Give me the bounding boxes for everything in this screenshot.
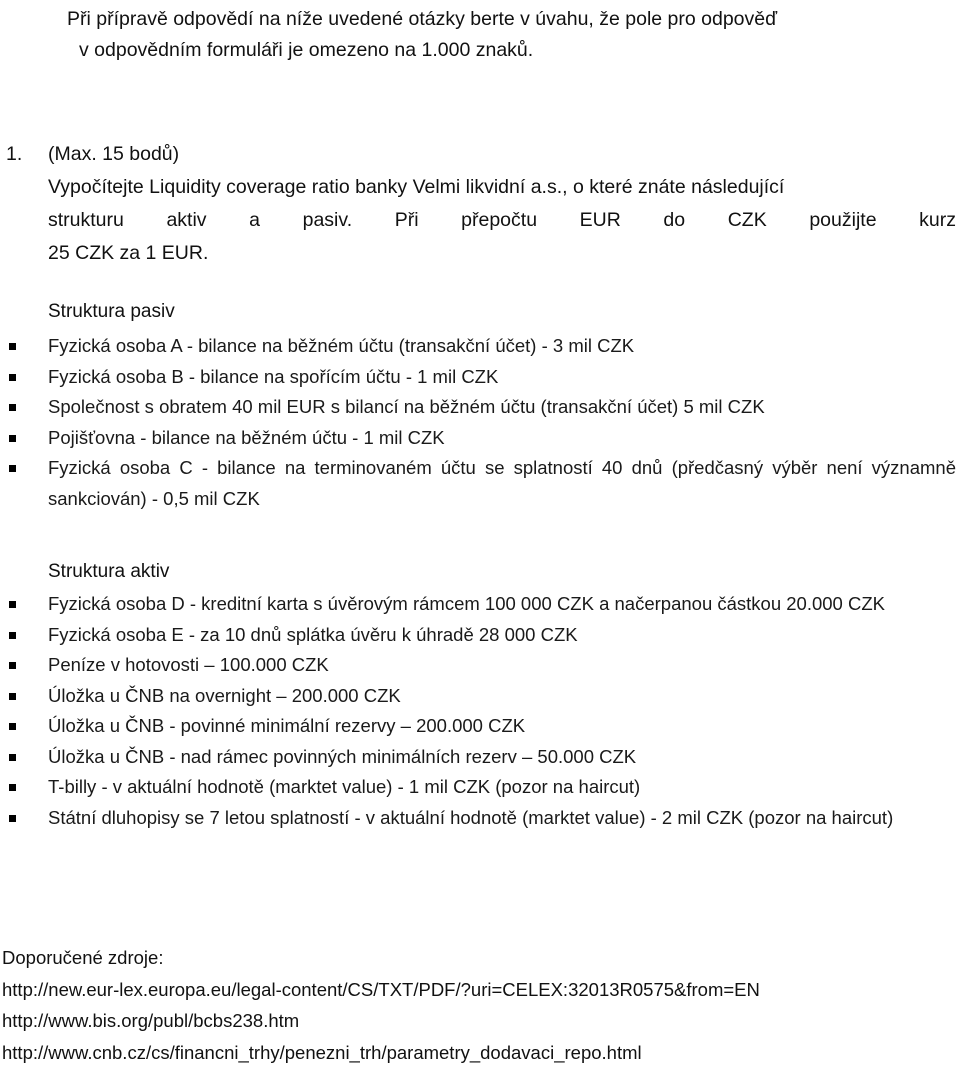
square-bullet-icon (9, 723, 16, 730)
square-bullet-icon (9, 754, 16, 761)
question-number: 1. (6, 143, 23, 165)
list-item: Úložka u ČNB na overnight – 200.000 CZK (0, 681, 960, 712)
list-item: Fyzická osoba C - bilance na terminovaném účtu se splatností 40 dnů (předčasný výběr není významně sankciován) - 0,5 mil CZK (0, 453, 960, 514)
question-points: (Max. 15 bodů) (48, 143, 180, 165)
question-text-line-2: strukturu aktiv a pasiv. Při přepočtu EUR do CZK použijte kurz (48, 209, 956, 231)
list-item: T-billy - v aktuální hodnotě (marktet value) - 1 mil CZK (pozor na haircut) (0, 772, 960, 803)
list-item: Fyzická osoba E - za 10 dnů splátka úvěru k úhradě 28 000 CZK (0, 620, 960, 651)
square-bullet-icon (9, 662, 16, 669)
square-bullet-icon (9, 784, 16, 791)
list-item: Úložka u ČNB - nad rámec povinných minimálních rezerv – 50.000 CZK (0, 742, 960, 773)
square-bullet-icon (9, 693, 16, 700)
liabilities-title: Struktura pasiv (48, 301, 175, 322)
list-item: Fyzická osoba A - bilance na běžném účtu (transakční účet) - 3 mil CZK (0, 331, 960, 362)
source-link[interactable]: http://www.cnb.cz/cs/financni_trhy/penezni_trh/parametry_dodavaci_repo.html (2, 1041, 642, 1063)
assets-title: Struktura aktiv (48, 561, 170, 582)
list-item: Fyzická osoba B - bilance na spořícím účtu - 1 mil CZK (0, 362, 960, 393)
list-item: Státní dluhopisy se 7 letou splatností - v aktuální hodnotě (marktet value) - 2 mil CZK (pozor na haircut) (0, 803, 960, 834)
question-text-line-1: Vypočítejte Liquidity coverage ratio banky Velmi likvidní a.s., o které znáte následující (48, 176, 785, 198)
source-link[interactable]: http://new.eur-lex.europa.eu/legal-content/CS/TXT/PDF/?uri=CELEX:32013R0575&from=EN (2, 978, 760, 1000)
question-1 (0, 138, 960, 270)
assets-list (0, 589, 960, 833)
square-bullet-icon (9, 601, 16, 608)
square-bullet-icon (9, 815, 16, 822)
liabilities-list (0, 331, 960, 514)
list-item: Úložka u ČNB - povinné minimální rezervy – 200.000 CZK (0, 711, 960, 742)
intro-line-1: Při přípravě odpovědí na níže uvedené otázky berte v úvahu, že pole pro odpověď (67, 8, 778, 30)
recommended-sources (2, 942, 952, 1068)
list-item: Peníze v hotovosti – 100.000 CZK (0, 650, 960, 681)
intro-line-2: v odpovědním formuláři je omezeno na 1.000 znaků. (79, 39, 534, 61)
intro-note (67, 4, 907, 66)
question-body (48, 138, 956, 270)
source-link[interactable]: http://www.bis.org/publ/bcbs238.htm (2, 1010, 300, 1031)
square-bullet-icon (9, 404, 16, 411)
question-text-line-3: 25 CZK za 1 EUR. (48, 242, 209, 264)
square-bullet-icon (9, 343, 16, 350)
list-item: Pojišťovna - bilance na běžném účtu - 1 mil CZK (0, 423, 960, 454)
list-item: Společnost s obratem 40 mil EUR s bilancí na běžném účtu (transakční účet) 5 mil CZK (0, 392, 960, 423)
sources-title: Doporučené zdroje: (2, 947, 164, 968)
square-bullet-icon (9, 374, 16, 381)
square-bullet-icon (9, 632, 16, 639)
square-bullet-icon (9, 435, 16, 442)
list-item: Fyzická osoba D - kreditní karta s úvěrovým rámcem 100 000 CZK a načerpanou částkou 20.000 CZK (0, 589, 960, 620)
square-bullet-icon (9, 465, 16, 472)
